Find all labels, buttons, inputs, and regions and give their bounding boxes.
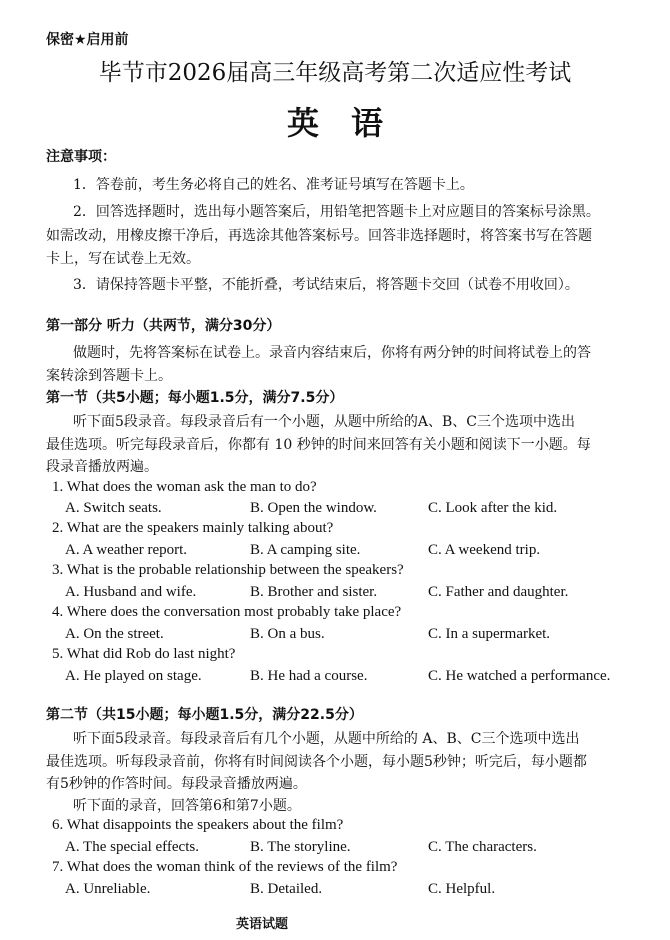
note-line: 如需改动，用橡皮擦干净后，再选涂其他答案标号。回答非选择题时，将答案书写在答题 <box>46 228 592 244</box>
notes-heading: 注意事项： <box>46 149 116 165</box>
section1-heading: 第一节（共5小题；每小题1.5分，满分7.5分） <box>46 390 344 406</box>
option-a: A. A weather report. <box>65 542 188 558</box>
note-line: 1．答卷前，考生务必将自己的姓名、准考证号填写在答题卡上。 <box>73 177 474 193</box>
option-b: B. He had a course. <box>250 668 368 684</box>
option-a: A. Unreliable. <box>65 881 151 897</box>
option-a: A. On the street. <box>65 626 164 642</box>
section2-intro: 有5秒钟的作答时间。每段录音播放两遍。 <box>46 776 307 792</box>
subject-title: 英 语 <box>286 104 383 142</box>
section1-intro: 最佳选项。听完每段录音后，你都有 10 秒钟的时间来回答有关小题和阅读下一小题。每 <box>46 437 591 453</box>
exam-title: 毕节市2026届高三年级高考第二次适应性考试 <box>98 60 572 86</box>
question-text: 1. What does the woman ask the man to do? <box>52 479 317 495</box>
option-b: B. The storyline. <box>250 839 351 855</box>
footer-label: 英语试题 <box>236 917 289 932</box>
note-line: 卡上，写在试卷上无效。 <box>46 251 200 267</box>
option-c: C. He watched a performance. <box>428 668 611 684</box>
section2-intro: 最佳选项。听每段录音前，你将有时间阅读各个小题，每小题5秒钟；听完后，每小题都 <box>46 754 587 770</box>
option-b: B. Open the window. <box>250 500 377 516</box>
option-c: C. Father and daughter. <box>428 584 569 600</box>
question-text: 7. What does the woman think of the reviews of the film? <box>52 859 398 875</box>
option-b: B. Detailed. <box>250 881 323 897</box>
option-a: A. The special effects. <box>65 839 199 855</box>
part1-intro: 做题时，先将答案标在试卷上。录音内容结束后，你将有两分钟的时间将试卷上的答 <box>73 345 591 361</box>
section1-intro: 听下面5段录音。每段录音后有一个小题，从题中所给的A、B、C三个选项中选出 <box>73 414 576 430</box>
part1-intro: 案转涂到答题卡上。 <box>46 368 172 384</box>
option-b: B. On a bus. <box>250 626 325 642</box>
note-line: 3．请保持答题卡平整，不能折叠，考试结束后，将答题卡交回（试卷不用收回）。 <box>73 277 579 293</box>
option-c: C. A weekend trip. <box>428 542 541 558</box>
option-a: A. Husband and wife. <box>65 584 197 600</box>
question-text: 3. What is the probable relationship between the speakers? <box>52 562 404 578</box>
note-line: 2．回答选择题时，选出每小题答案后，用铅笔把答题卡上对应题目的答案标号涂黑。 <box>73 204 600 220</box>
section2-intro: 听下面5段录音。每段录音后有几个小题，从题中所给的 A、B、C三个选项中选出 <box>73 731 580 747</box>
option-c: C. In a supermarket. <box>428 626 551 642</box>
question-text: 5. What did Rob do last night? <box>52 646 236 662</box>
option-c: C. Helpful. <box>428 881 496 897</box>
option-a: A. He played on stage. <box>65 668 202 684</box>
option-a: A. Switch seats. <box>65 500 162 516</box>
question-text: 6. What disappoints the speakers about the film? <box>52 817 344 833</box>
option-c: C. Look after the kid. <box>428 500 558 516</box>
confidential-label: 保密★启用前 <box>46 32 129 48</box>
option-b: B. Brother and sister. <box>250 584 378 600</box>
option-b: B. A camping site. <box>250 542 361 558</box>
section1-intro: 段录音播放两遍。 <box>46 459 158 475</box>
question-text: 4. Where does the conversation most probably take place? <box>52 604 402 620</box>
question-text: 2. What are the speakers mainly talking about? <box>52 520 334 536</box>
part1-heading: 第一部分 听力（共两节，满分30分） <box>46 318 281 334</box>
section2-heading: 第二节（共15小题；每小题1.5分，满分22.5分） <box>46 707 363 723</box>
section2-intro: 听下面的录音，回答第6和第7小题。 <box>73 798 301 814</box>
option-c: C. The characters. <box>428 839 537 855</box>
